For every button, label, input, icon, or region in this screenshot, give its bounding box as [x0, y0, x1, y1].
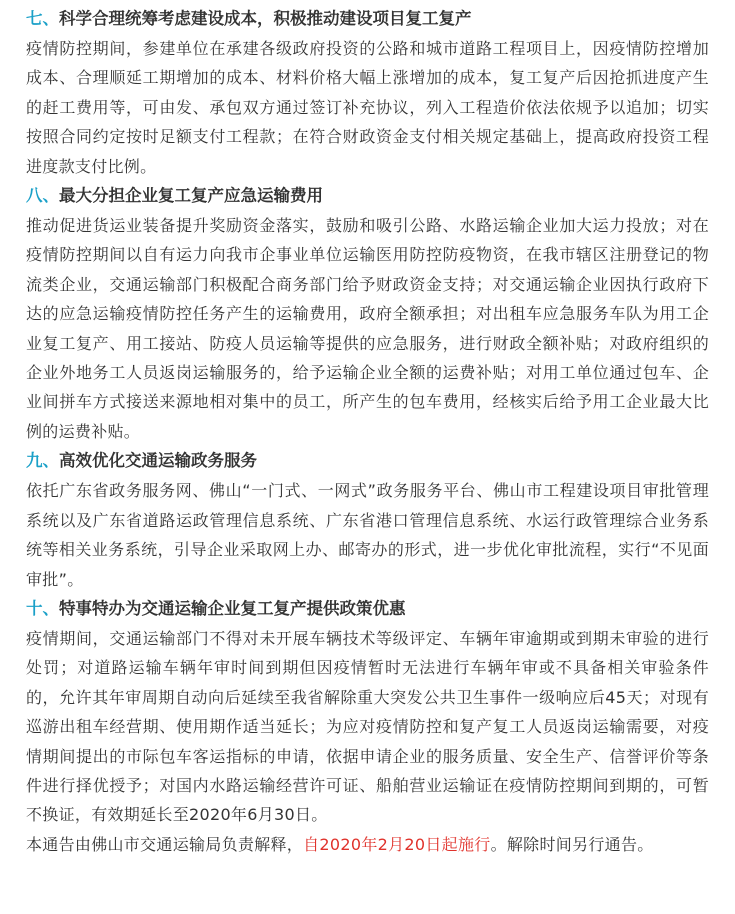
section-8 [26, 181, 709, 446]
section-9 [26, 446, 709, 594]
section-title: 科学合理统筹考虑建设成本，积极推动建设项目复工复产 [59, 9, 472, 28]
section-heading [26, 4, 709, 34]
section-title: 高效优化交通运输政务服务 [59, 451, 257, 471]
section-body: 疫情防控期间，参建单位在承建各级政府投资的公路和城市道路工程项目上，因疫情防控增加成本、合理顺延工期增加的成本、材料价格大幅上涨增加的成本，复工复产后因抢抓进度产生的赶工费用等，可由发、承包双方通过签订补充协议，列入工程造价依法依规予以追加；切实按照合同约定按时足额支付工程款；在符合财政资金支付相关规定基础上，提高政府投资工程进度款支付比例。 [26, 39, 709, 176]
section-number: 九、 [26, 451, 59, 471]
section-body: 推动促进货运业装备提升奖励资金落实，鼓励和吸引公路、水路运输企业加大运力投放；对在疫情防控期间以自有运力向我市企事业单位运输医用防控防疫物资，在我市辖区注册登记的物流类企业，交通运输部门积极配合商务部门给予财政资金支持；对交通运输企业因执行政府下达的应急运输疫情防控任务产生的运输费用，政府全额承担；对出租车应急服务车队为用工企业复工复产、用工接站、防疫人员运输等提供的应急服务，进行财政全额补贴；对政府组织的企业外地务工人员返岗运输服务的，给予运输企业全额的运费补贴；对用工单位通过包车、企业间拼车方式接送来源地相对集中的员工，所产生的包车费用，经核实后给予用工企业最大比例的运费补贴。 [26, 216, 709, 441]
effective-date-highlight: 自2020年2月20日起施行 [303, 834, 491, 854]
section-heading [26, 446, 709, 476]
section-number: 七、 [26, 9, 59, 28]
section-body: 疫情期间，交通运输部门不得对未开展车辆技术等级评定、车辆年审逾期或到期未审验的进行处罚；对道路运输车辆年审时间到期但因疫情暂时无法进行车辆年审或不具备相关审验条件的，允许其年审周期自动向后延续至我省解除重大突发公共卫生事件一级响应后45天；对现有巡游出租车经营期、使用期作适当延长；为应对疫情防控和复产复工人员返岗运输需要，对疫情期间提出的市际包车客运指标的申请，依据申请企业的服务质量、安全生产、信誉评价等条件进行择优授予；对国内水路运输经营许可证、船舶营业运输证在疫情防控期间到期的，可暂不换证，有效期延长至2020年6月30日。 [26, 628, 709, 825]
section-heading [26, 594, 709, 624]
section-title: 特事特办为交通运输企业复工复产提供政策优惠 [59, 598, 406, 618]
section-7 [26, 4, 709, 181]
closing-paragraph [26, 830, 709, 859]
closing-text: 本通告由佛山市交通运输局负责解释， [26, 834, 304, 854]
section-heading [26, 181, 709, 211]
closing-text-end: 。解除时间另行通告。 [490, 834, 654, 854]
section-body: 依托广东省政务服务网、佛山“一门式、一网式”政务服务平台、佛山市工程建设项目审批管理系统以及广东省道路运政管理信息系统、广东省港口管理信息系统、水运行政管理综合业务系统等相关业务系统，引导企业采取网上办、邮寄办的形式，进一步优化审批流程，实行“不见面审批”。 [26, 481, 709, 589]
section-title: 最大分担企业复工复产应急运输费用 [59, 186, 323, 206]
section-number: 十、 [26, 598, 59, 618]
section-10 [26, 594, 709, 830]
section-number: 八、 [26, 186, 59, 206]
